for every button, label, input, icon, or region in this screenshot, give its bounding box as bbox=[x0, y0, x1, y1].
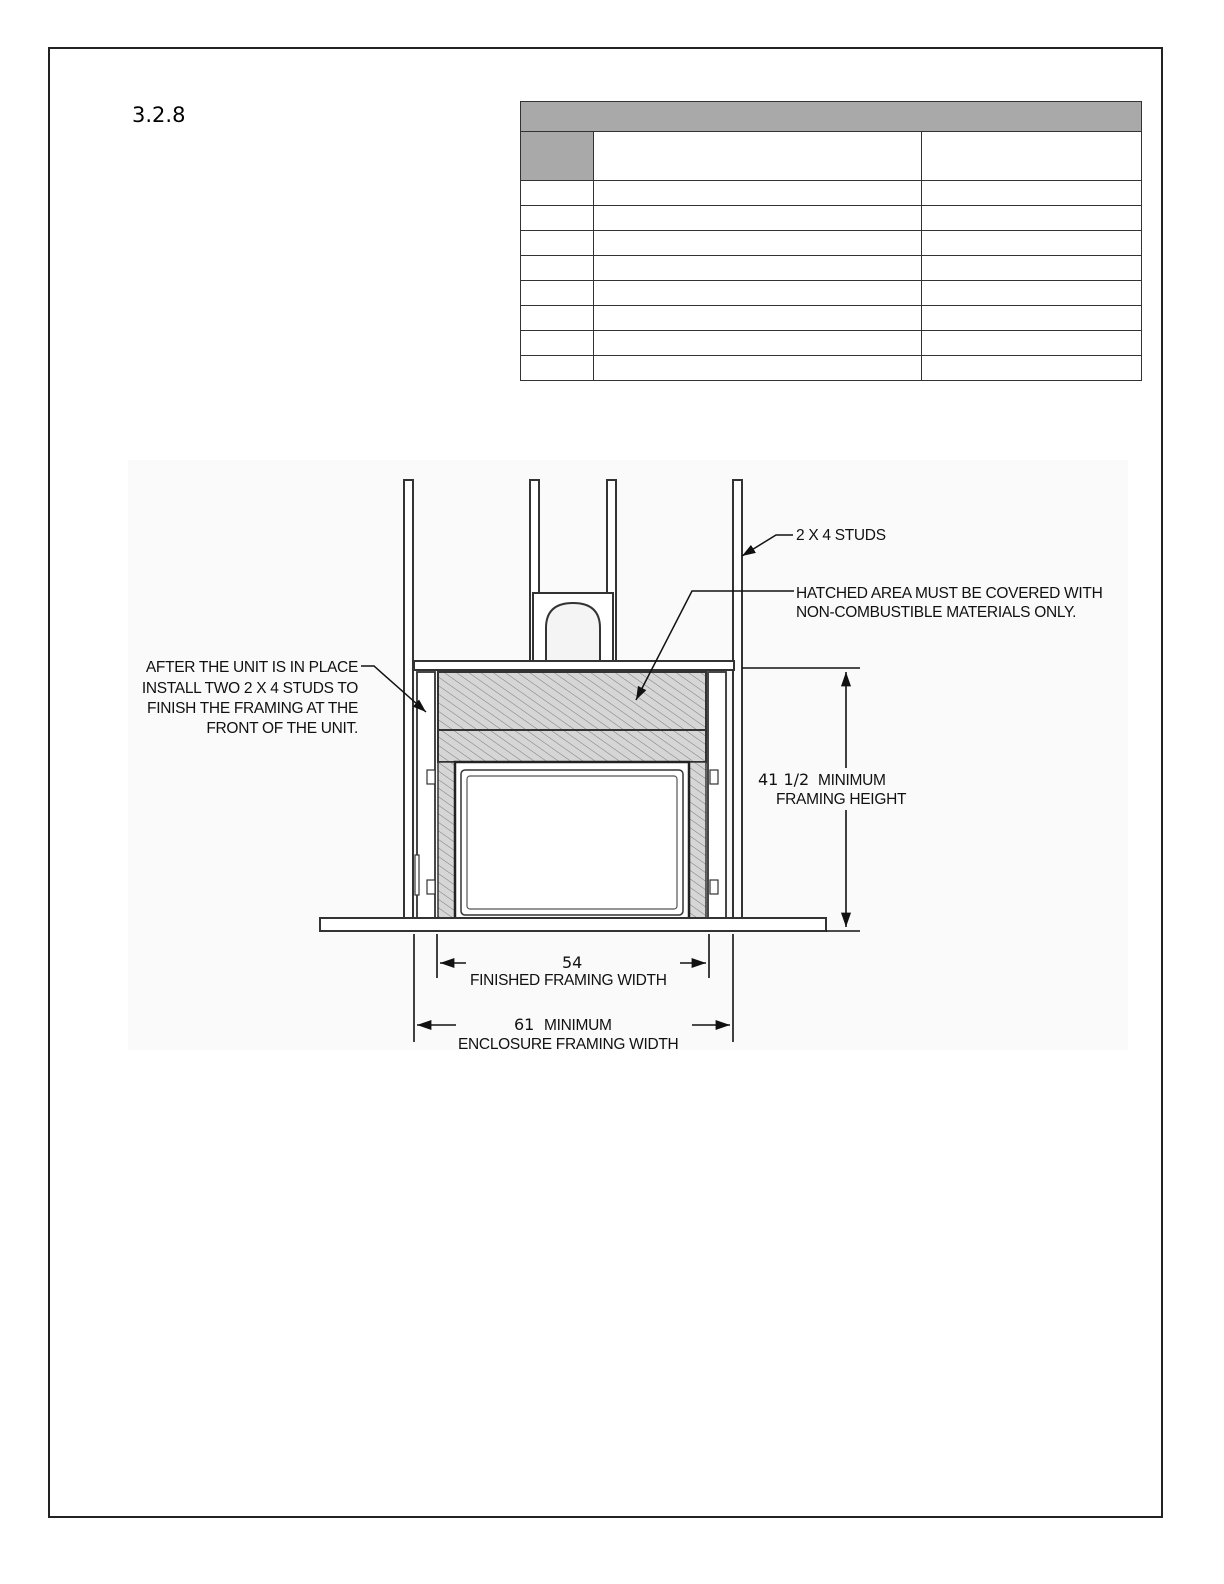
table-row bbox=[521, 356, 1142, 381]
spec-table bbox=[520, 101, 1142, 381]
table-header-row bbox=[521, 132, 1142, 181]
height-dim-value: 41 1/2 bbox=[758, 770, 810, 789]
finished-width-label: FINISHED FRAMING WIDTH bbox=[470, 972, 667, 989]
table-row bbox=[521, 331, 1142, 356]
height-dim-label: FRAMING HEIGHT bbox=[776, 791, 907, 808]
table-row bbox=[521, 181, 1142, 206]
hatched-note-line2: NON-COMBUSTIBLE MATERIALS ONLY. bbox=[796, 604, 1077, 621]
floor-plate bbox=[320, 918, 826, 931]
flue-collar bbox=[533, 593, 613, 661]
stud-left bbox=[404, 480, 413, 925]
finished-width-value: 54 bbox=[562, 953, 583, 972]
section-number: 3.2.8 bbox=[132, 103, 186, 127]
table-row bbox=[521, 206, 1142, 231]
studs-label: 2 X 4 STUDS bbox=[796, 527, 886, 544]
install-note-line4: FRONT OF THE UNIT. bbox=[206, 720, 358, 737]
table-row bbox=[521, 256, 1142, 281]
table-title-row bbox=[521, 102, 1142, 132]
enclosure-width-suffix: MINIMUM bbox=[544, 1017, 612, 1034]
enclosure-width-label: ENCLOSURE FRAMING WIDTH bbox=[458, 1036, 679, 1053]
install-note-line3: FINISH THE FRAMING AT THE bbox=[147, 700, 358, 717]
hatched-note-line1: HATCHED AREA MUST BE COVERED WITH bbox=[796, 585, 1103, 602]
table-row bbox=[521, 231, 1142, 256]
stud-right bbox=[733, 480, 742, 925]
install-note-line1: AFTER THE UNIT IS IN PLACE bbox=[145, 659, 358, 676]
install-note-line2: INSTALL TWO 2 X 4 STUDS TO bbox=[141, 680, 358, 697]
height-dim-suffix: MINIMUM bbox=[818, 772, 886, 789]
firebox-opening bbox=[455, 762, 689, 922]
table-row bbox=[521, 306, 1142, 331]
framing-diagram bbox=[128, 460, 1128, 1060]
enclosure-width-value: 61 bbox=[514, 1015, 535, 1034]
header-beam bbox=[414, 661, 734, 670]
table-row bbox=[521, 281, 1142, 306]
